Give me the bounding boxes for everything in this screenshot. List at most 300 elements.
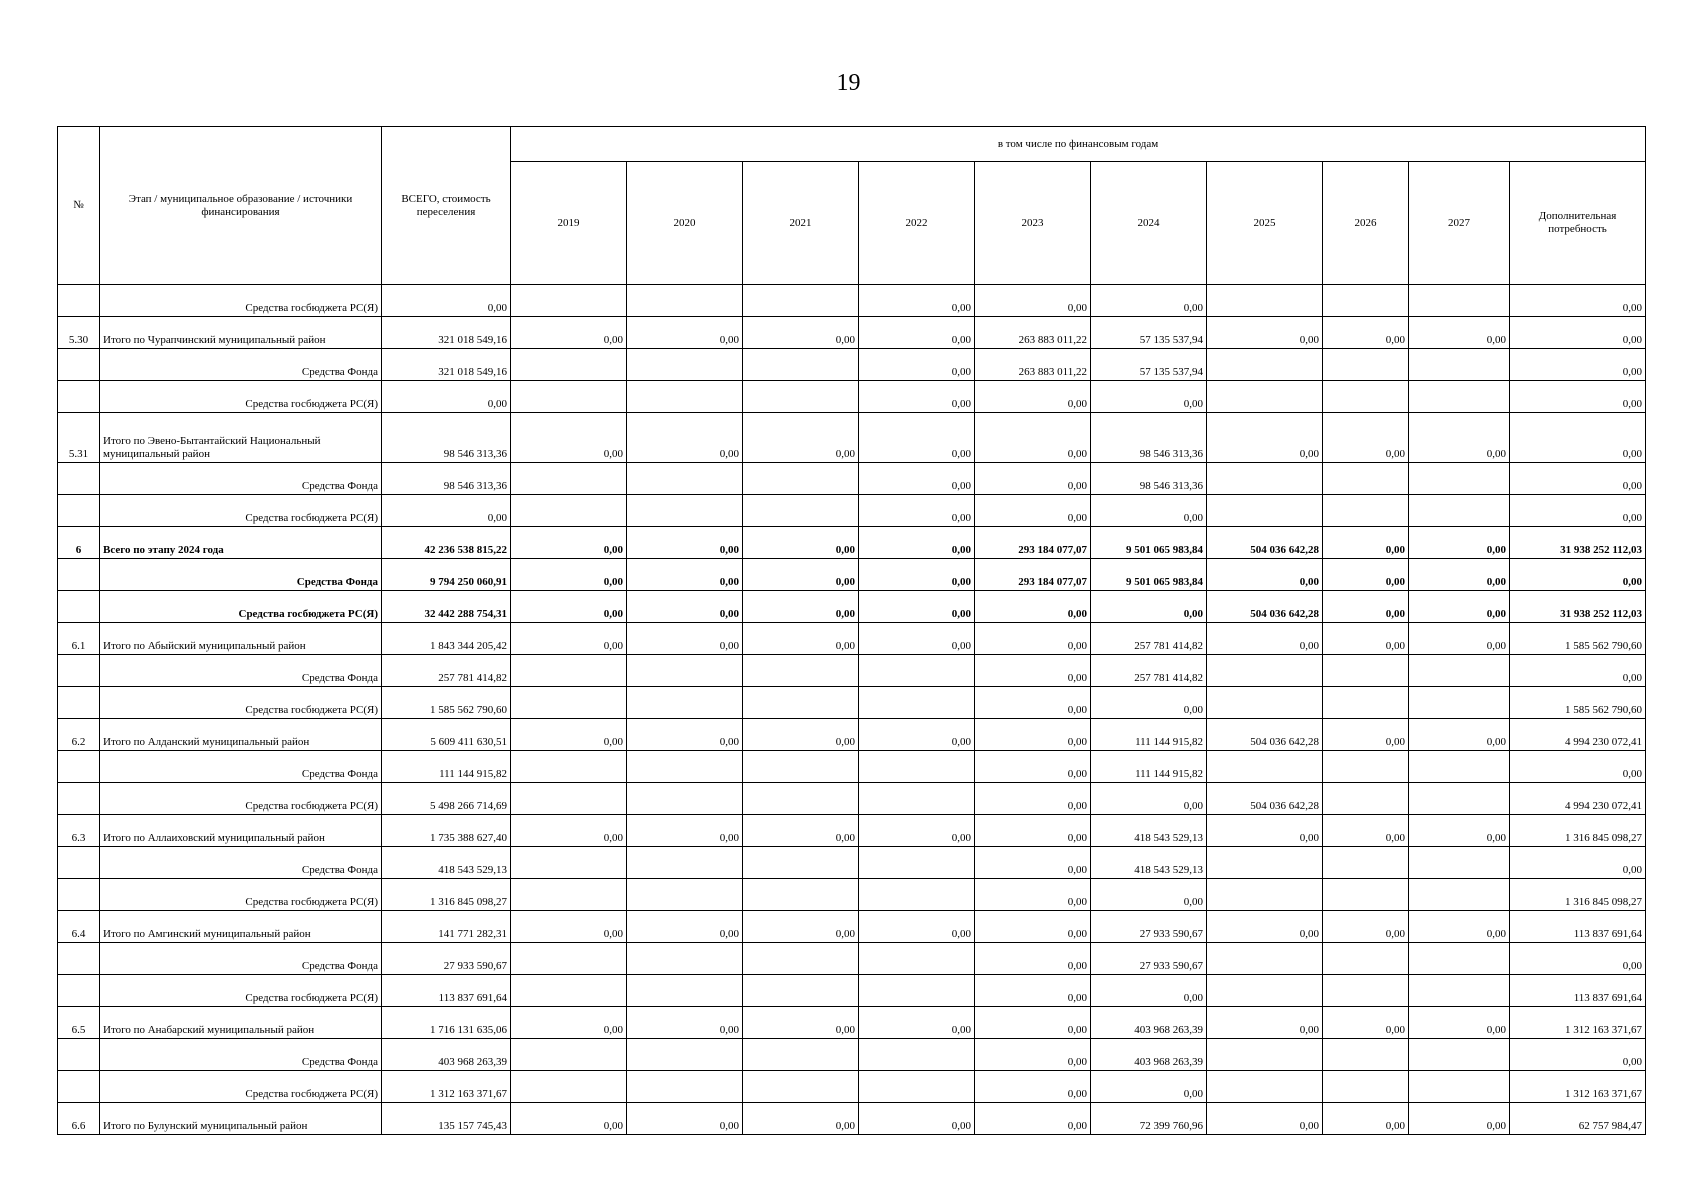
year-value-cell xyxy=(1207,1039,1323,1071)
additional-need-cell: 1 585 562 790,60 xyxy=(1510,687,1646,719)
row-number xyxy=(58,1071,100,1103)
year-value-cell xyxy=(859,879,975,911)
year-value-cell xyxy=(1409,1039,1510,1071)
year-value-cell: 263 883 011,22 xyxy=(975,317,1091,349)
table-row xyxy=(58,463,1646,495)
table-row xyxy=(58,1039,1646,1071)
row-number xyxy=(58,463,100,495)
additional-need-cell: 113 837 691,64 xyxy=(1510,911,1646,943)
year-value-cell xyxy=(511,783,627,815)
col-header-year: 2019 xyxy=(511,162,627,285)
table-body xyxy=(58,285,1646,1135)
year-value-cell xyxy=(511,349,627,381)
year-value-cell: 0,00 xyxy=(975,879,1091,911)
additional-need-cell: 0,00 xyxy=(1510,349,1646,381)
year-value-cell xyxy=(1323,495,1409,527)
year-value-cell: 0,00 xyxy=(975,1071,1091,1103)
year-value-cell: 0,00 xyxy=(859,495,975,527)
table-row xyxy=(58,495,1646,527)
table-row xyxy=(58,527,1646,559)
year-value-cell: 0,00 xyxy=(1207,623,1323,655)
year-value-cell xyxy=(859,943,975,975)
row-number xyxy=(58,559,100,591)
year-value-cell xyxy=(743,349,859,381)
year-value-cell: 0,00 xyxy=(859,719,975,751)
year-value-cell: 0,00 xyxy=(859,317,975,349)
year-value-cell: 0,00 xyxy=(511,1103,627,1135)
year-value-cell: 0,00 xyxy=(1091,381,1207,413)
total-cell: 0,00 xyxy=(382,285,511,317)
funding-source-label: Средства госбюджета РС(Я) xyxy=(100,1071,382,1103)
year-value-cell: 0,00 xyxy=(627,317,743,349)
year-value-cell xyxy=(1323,943,1409,975)
row-number: 6.4 xyxy=(58,911,100,943)
row-title: Итого по Булунский муниципальный район xyxy=(100,1103,382,1135)
year-value-cell: 418 543 529,13 xyxy=(1091,815,1207,847)
additional-need-cell: 0,00 xyxy=(1510,285,1646,317)
year-value-cell xyxy=(511,463,627,495)
year-value-cell: 0,00 xyxy=(975,975,1091,1007)
year-value-cell: 0,00 xyxy=(859,527,975,559)
row-number xyxy=(58,751,100,783)
year-value-cell: 0,00 xyxy=(627,413,743,463)
year-value-cell xyxy=(1207,655,1323,687)
row-number xyxy=(58,495,100,527)
year-value-cell xyxy=(743,879,859,911)
year-value-cell: 0,00 xyxy=(1409,527,1510,559)
year-value-cell: 0,00 xyxy=(743,591,859,623)
total-cell: 27 933 590,67 xyxy=(382,943,511,975)
year-value-cell xyxy=(627,847,743,879)
year-value-cell: 0,00 xyxy=(859,591,975,623)
total-cell: 403 968 263,39 xyxy=(382,1039,511,1071)
year-value-cell: 0,00 xyxy=(627,1103,743,1135)
col-header-year: 2027 xyxy=(1409,162,1510,285)
year-value-cell xyxy=(1323,879,1409,911)
year-value-cell: 0,00 xyxy=(975,495,1091,527)
year-value-cell: 98 546 313,36 xyxy=(1091,413,1207,463)
year-value-cell xyxy=(511,687,627,719)
row-number: 6.3 xyxy=(58,815,100,847)
year-value-cell: 0,00 xyxy=(1207,1103,1323,1135)
table-row xyxy=(58,1071,1646,1103)
table-row xyxy=(58,687,1646,719)
table-row xyxy=(58,975,1646,1007)
additional-need-cell: 4 994 230 072,41 xyxy=(1510,783,1646,815)
total-cell: 135 157 745,43 xyxy=(382,1103,511,1135)
year-value-cell: 27 933 590,67 xyxy=(1091,911,1207,943)
year-value-cell: 0,00 xyxy=(975,285,1091,317)
row-number: 6.1 xyxy=(58,623,100,655)
year-value-cell xyxy=(1323,783,1409,815)
year-value-cell: 0,00 xyxy=(511,559,627,591)
total-cell: 257 781 414,82 xyxy=(382,655,511,687)
year-value-cell xyxy=(1323,1039,1409,1071)
year-value-cell: 0,00 xyxy=(1323,559,1409,591)
col-header-group: в том числе по финансовым годам xyxy=(511,127,1646,162)
row-title: Итого по Абыйский муниципальный район xyxy=(100,623,382,655)
year-value-cell xyxy=(627,879,743,911)
page-number: 19 xyxy=(836,70,861,96)
total-cell: 113 837 691,64 xyxy=(382,975,511,1007)
table-row xyxy=(58,783,1646,815)
year-value-cell xyxy=(1207,495,1323,527)
year-value-cell xyxy=(1323,349,1409,381)
year-value-cell: 0,00 xyxy=(743,1103,859,1135)
additional-need-cell: 1 316 845 098,27 xyxy=(1510,815,1646,847)
funding-source-label: Средства госбюджета РС(Я) xyxy=(100,285,382,317)
year-value-cell xyxy=(511,847,627,879)
funding-source-label: Средства Фонда xyxy=(100,751,382,783)
total-cell: 1 843 344 205,42 xyxy=(382,623,511,655)
year-value-cell xyxy=(511,1039,627,1071)
year-value-cell: 0,00 xyxy=(743,527,859,559)
row-number xyxy=(58,975,100,1007)
year-value-cell: 111 144 915,82 xyxy=(1091,751,1207,783)
year-value-cell: 0,00 xyxy=(1409,815,1510,847)
year-value-cell: 0,00 xyxy=(975,815,1091,847)
table-row xyxy=(58,623,1646,655)
year-value-cell: 0,00 xyxy=(743,911,859,943)
additional-need-cell: 1 312 163 371,67 xyxy=(1510,1007,1646,1039)
row-number: 5.31 xyxy=(58,413,100,463)
total-cell: 1 716 131 635,06 xyxy=(382,1007,511,1039)
year-value-cell xyxy=(627,1039,743,1071)
year-value-cell xyxy=(1207,1071,1323,1103)
funding-source-label: Средства Фонда xyxy=(100,847,382,879)
year-value-cell: 0,00 xyxy=(1323,527,1409,559)
year-value-cell xyxy=(511,975,627,1007)
year-value-cell: 0,00 xyxy=(1323,623,1409,655)
year-value-cell xyxy=(743,463,859,495)
year-value-cell: 0,00 xyxy=(859,911,975,943)
year-value-cell xyxy=(511,879,627,911)
year-value-cell: 0,00 xyxy=(511,815,627,847)
year-value-cell xyxy=(627,687,743,719)
total-cell: 141 771 282,31 xyxy=(382,911,511,943)
year-value-cell: 111 144 915,82 xyxy=(1091,719,1207,751)
year-value-cell: 0,00 xyxy=(859,1103,975,1135)
total-cell: 98 546 313,36 xyxy=(382,413,511,463)
year-value-cell: 0,00 xyxy=(743,623,859,655)
year-value-cell xyxy=(1409,879,1510,911)
year-value-cell: 0,00 xyxy=(1091,879,1207,911)
table-row xyxy=(58,381,1646,413)
table-row xyxy=(58,879,1646,911)
year-value-cell: 0,00 xyxy=(975,1007,1091,1039)
year-value-cell: 0,00 xyxy=(975,1039,1091,1071)
year-value-cell: 0,00 xyxy=(627,911,743,943)
year-value-cell xyxy=(859,1039,975,1071)
total-cell: 321 018 549,16 xyxy=(382,317,511,349)
table-row xyxy=(58,815,1646,847)
year-value-cell: 0,00 xyxy=(1409,317,1510,349)
table-row xyxy=(58,1007,1646,1039)
additional-need-cell: 0,00 xyxy=(1510,463,1646,495)
year-value-cell: 0,00 xyxy=(627,559,743,591)
year-value-cell xyxy=(627,1071,743,1103)
year-value-cell xyxy=(1207,975,1323,1007)
year-value-cell xyxy=(511,495,627,527)
year-value-cell xyxy=(511,751,627,783)
additional-need-cell: 0,00 xyxy=(1510,943,1646,975)
row-title: Итого по Эвено-Бытантайский Национальный муниципальный район xyxy=(100,413,382,463)
funding-source-label: Средства Фонда xyxy=(100,943,382,975)
year-value-cell: 0,00 xyxy=(627,1007,743,1039)
year-value-cell: 504 036 642,28 xyxy=(1207,527,1323,559)
year-value-cell: 0,00 xyxy=(1091,495,1207,527)
year-value-cell xyxy=(627,975,743,1007)
year-value-cell: 0,00 xyxy=(975,413,1091,463)
year-value-cell xyxy=(627,495,743,527)
year-value-cell xyxy=(1207,349,1323,381)
year-value-cell xyxy=(859,751,975,783)
table-row xyxy=(58,317,1646,349)
year-value-cell: 0,00 xyxy=(627,719,743,751)
col-header-no: № xyxy=(58,127,100,285)
year-value-cell: 293 184 077,07 xyxy=(975,559,1091,591)
year-value-cell xyxy=(1323,381,1409,413)
funding-source-label: Средства госбюджета РС(Я) xyxy=(100,687,382,719)
additional-need-cell: 0,00 xyxy=(1510,559,1646,591)
year-value-cell: 0,00 xyxy=(743,317,859,349)
year-value-cell: 0,00 xyxy=(975,463,1091,495)
year-value-cell: 0,00 xyxy=(627,623,743,655)
col-header-additional: Дополнительная потребность xyxy=(1510,162,1646,285)
year-value-cell: 0,00 xyxy=(1323,911,1409,943)
year-value-cell: 403 968 263,39 xyxy=(1091,1007,1207,1039)
funding-source-label: Средства Фонда xyxy=(100,349,382,381)
year-value-cell xyxy=(1207,847,1323,879)
year-value-cell: 0,00 xyxy=(975,591,1091,623)
year-value-cell xyxy=(1409,687,1510,719)
row-number xyxy=(58,1039,100,1071)
year-value-cell: 0,00 xyxy=(859,463,975,495)
year-value-cell xyxy=(627,783,743,815)
row-title: Итого по Алданский муниципальный район xyxy=(100,719,382,751)
additional-need-cell: 0,00 xyxy=(1510,655,1646,687)
year-value-cell: 0,00 xyxy=(511,623,627,655)
year-value-cell: 0,00 xyxy=(1091,285,1207,317)
year-value-cell xyxy=(1323,463,1409,495)
year-value-cell xyxy=(627,463,743,495)
additional-need-cell: 31 938 252 112,03 xyxy=(1510,591,1646,623)
year-value-cell: 0,00 xyxy=(1409,911,1510,943)
col-header-year: 2021 xyxy=(743,162,859,285)
table-row xyxy=(58,719,1646,751)
year-value-cell: 0,00 xyxy=(975,943,1091,975)
year-value-cell xyxy=(511,285,627,317)
col-header-year: 2023 xyxy=(975,162,1091,285)
year-value-cell: 0,00 xyxy=(1207,413,1323,463)
year-value-cell: 0,00 xyxy=(1091,783,1207,815)
year-value-cell xyxy=(1323,751,1409,783)
table-row xyxy=(58,751,1646,783)
col-header-year: 2022 xyxy=(859,162,975,285)
year-value-cell: 0,00 xyxy=(511,719,627,751)
year-value-cell: 0,00 xyxy=(975,719,1091,751)
year-value-cell: 9 501 065 983,84 xyxy=(1091,559,1207,591)
year-value-cell: 0,00 xyxy=(1409,591,1510,623)
year-value-cell: 0,00 xyxy=(859,349,975,381)
year-value-cell xyxy=(1207,687,1323,719)
year-value-cell xyxy=(1207,285,1323,317)
year-value-cell xyxy=(627,751,743,783)
additional-need-cell: 0,00 xyxy=(1510,751,1646,783)
year-value-cell: 0,00 xyxy=(975,381,1091,413)
year-value-cell: 0,00 xyxy=(1409,1103,1510,1135)
row-number xyxy=(58,879,100,911)
year-value-cell: 0,00 xyxy=(1323,815,1409,847)
additional-need-cell: 0,00 xyxy=(1510,317,1646,349)
year-value-cell: 0,00 xyxy=(743,559,859,591)
total-cell: 0,00 xyxy=(382,381,511,413)
year-value-cell xyxy=(743,847,859,879)
year-value-cell xyxy=(743,655,859,687)
total-cell: 5 609 411 630,51 xyxy=(382,719,511,751)
additional-need-cell: 4 994 230 072,41 xyxy=(1510,719,1646,751)
row-title: Итого по Чурапчинский муниципальный район xyxy=(100,317,382,349)
year-value-cell xyxy=(1323,975,1409,1007)
year-value-cell: 0,00 xyxy=(1323,591,1409,623)
row-number xyxy=(58,943,100,975)
total-cell: 42 236 538 815,22 xyxy=(382,527,511,559)
year-value-cell xyxy=(743,1039,859,1071)
year-value-cell: 0,00 xyxy=(511,1007,627,1039)
year-value-cell: 0,00 xyxy=(627,815,743,847)
year-value-cell xyxy=(1409,1071,1510,1103)
year-value-cell xyxy=(1207,879,1323,911)
row-number xyxy=(58,285,100,317)
year-value-cell: 0,00 xyxy=(1091,1071,1207,1103)
row-number: 6.5 xyxy=(58,1007,100,1039)
year-value-cell: 0,00 xyxy=(1323,413,1409,463)
total-cell: 32 442 288 754,31 xyxy=(382,591,511,623)
year-value-cell: 0,00 xyxy=(975,783,1091,815)
table-row xyxy=(58,559,1646,591)
year-value-cell: 257 781 414,82 xyxy=(1091,623,1207,655)
row-number xyxy=(58,349,100,381)
year-value-cell: 72 399 760,96 xyxy=(1091,1103,1207,1135)
additional-need-cell: 0,00 xyxy=(1510,1039,1646,1071)
table-row xyxy=(58,591,1646,623)
year-value-cell: 0,00 xyxy=(511,527,627,559)
funding-source-label: Средства Фонда xyxy=(100,559,382,591)
additional-need-cell: 0,00 xyxy=(1510,413,1646,463)
funding-source-label: Средства госбюджета РС(Я) xyxy=(100,879,382,911)
year-value-cell xyxy=(859,783,975,815)
row-title: Всего по этапу 2024 года xyxy=(100,527,382,559)
year-value-cell: 0,00 xyxy=(1207,559,1323,591)
additional-need-cell: 113 837 691,64 xyxy=(1510,975,1646,1007)
year-value-cell xyxy=(743,1071,859,1103)
year-value-cell: 57 135 537,94 xyxy=(1091,317,1207,349)
year-value-cell: 0,00 xyxy=(743,413,859,463)
year-value-cell: 0,00 xyxy=(511,413,627,463)
year-value-cell: 0,00 xyxy=(859,623,975,655)
year-value-cell: 0,00 xyxy=(859,815,975,847)
total-cell: 0,00 xyxy=(382,495,511,527)
year-value-cell xyxy=(743,495,859,527)
col-header-name: Этап / муниципальное образование / источники финансирования xyxy=(100,127,382,285)
year-value-cell xyxy=(743,687,859,719)
year-value-cell xyxy=(1409,655,1510,687)
year-value-cell: 0,00 xyxy=(1323,719,1409,751)
col-header-total: ВСЕГО, стоимость переселения xyxy=(382,127,511,285)
year-value-cell xyxy=(1409,381,1510,413)
year-value-cell: 0,00 xyxy=(1207,317,1323,349)
year-value-cell xyxy=(859,975,975,1007)
year-value-cell: 0,00 xyxy=(511,591,627,623)
total-cell: 1 312 163 371,67 xyxy=(382,1071,511,1103)
year-value-cell: 0,00 xyxy=(859,413,975,463)
year-value-cell xyxy=(511,1071,627,1103)
year-value-cell: 0,00 xyxy=(1207,911,1323,943)
row-number: 6.2 xyxy=(58,719,100,751)
funding-source-label: Средства госбюджета РС(Я) xyxy=(100,975,382,1007)
year-value-cell: 0,00 xyxy=(1091,591,1207,623)
year-value-cell xyxy=(627,655,743,687)
year-value-cell: 0,00 xyxy=(511,911,627,943)
funding-source-label: Средства госбюджета РС(Я) xyxy=(100,783,382,815)
year-value-cell: 0,00 xyxy=(743,815,859,847)
additional-need-cell: 62 757 984,47 xyxy=(1510,1103,1646,1135)
table-row xyxy=(58,847,1646,879)
row-number xyxy=(58,783,100,815)
additional-need-cell: 1 585 562 790,60 xyxy=(1510,623,1646,655)
year-value-cell: 0,00 xyxy=(1323,1103,1409,1135)
year-value-cell xyxy=(511,943,627,975)
table-row xyxy=(58,911,1646,943)
year-value-cell xyxy=(511,655,627,687)
year-value-cell xyxy=(511,381,627,413)
year-value-cell: 0,00 xyxy=(1323,1007,1409,1039)
year-value-cell: 0,00 xyxy=(1409,559,1510,591)
additional-need-cell: 0,00 xyxy=(1510,847,1646,879)
row-number xyxy=(58,381,100,413)
table-row xyxy=(58,1103,1646,1135)
col-header-year: 2024 xyxy=(1091,162,1207,285)
year-value-cell: 0,00 xyxy=(511,317,627,349)
year-value-cell xyxy=(627,285,743,317)
total-cell: 9 794 250 060,91 xyxy=(382,559,511,591)
year-value-cell xyxy=(859,655,975,687)
year-value-cell: 263 883 011,22 xyxy=(975,349,1091,381)
row-number xyxy=(58,687,100,719)
year-value-cell xyxy=(743,943,859,975)
table-row xyxy=(58,285,1646,317)
additional-need-cell: 1 316 845 098,27 xyxy=(1510,879,1646,911)
year-value-cell: 57 135 537,94 xyxy=(1091,349,1207,381)
year-value-cell: 0,00 xyxy=(1323,317,1409,349)
year-value-cell: 0,00 xyxy=(975,687,1091,719)
row-title: Итого по Амгинский муниципальный район xyxy=(100,911,382,943)
year-value-cell xyxy=(627,349,743,381)
year-value-cell: 0,00 xyxy=(1409,1007,1510,1039)
year-value-cell xyxy=(1323,1071,1409,1103)
year-value-cell xyxy=(1409,783,1510,815)
year-value-cell xyxy=(743,975,859,1007)
year-value-cell: 504 036 642,28 xyxy=(1207,719,1323,751)
year-value-cell: 98 546 313,36 xyxy=(1091,463,1207,495)
year-value-cell: 403 968 263,39 xyxy=(1091,1039,1207,1071)
year-value-cell xyxy=(859,1071,975,1103)
total-cell: 5 498 266 714,69 xyxy=(382,783,511,815)
year-value-cell xyxy=(1207,463,1323,495)
additional-need-cell: 1 312 163 371,67 xyxy=(1510,1071,1646,1103)
year-value-cell: 0,00 xyxy=(859,559,975,591)
year-value-cell xyxy=(1409,847,1510,879)
